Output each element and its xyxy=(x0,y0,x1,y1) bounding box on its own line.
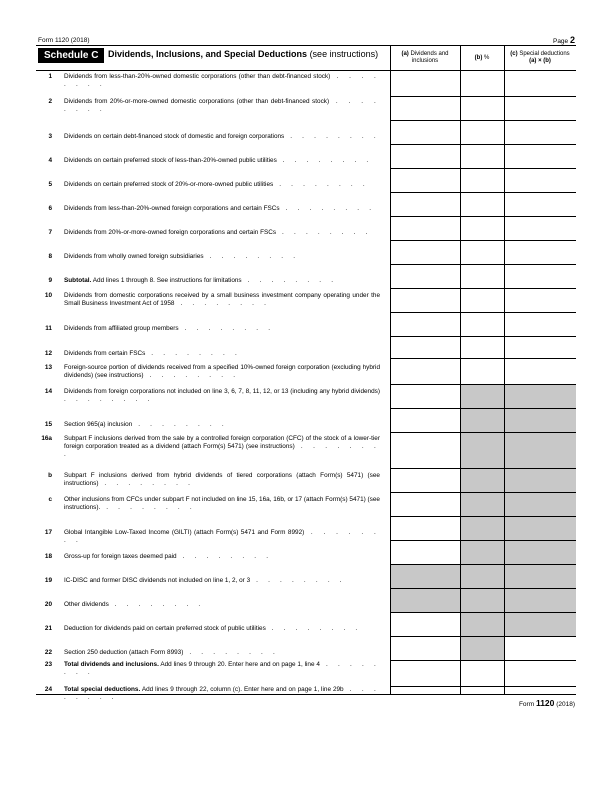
shaded-cell-c xyxy=(505,541,576,564)
schedule-line xyxy=(36,529,390,549)
schedule-line xyxy=(36,577,390,597)
line-number: 7 xyxy=(48,229,52,236)
line-number: c xyxy=(48,496,52,503)
line-number: 10 xyxy=(44,292,52,299)
row-rule xyxy=(390,264,576,265)
schedule-line xyxy=(36,553,390,573)
line-text: Dividends on certain preferred stock of less-than-20%-owned public utilities xyxy=(64,157,277,164)
line-number: 15 xyxy=(44,421,52,428)
line-text: Section 965(a) inclusion xyxy=(64,421,133,428)
bottom-rule xyxy=(36,694,576,695)
column-c-label: Special deductions xyxy=(519,51,570,57)
schedule-title xyxy=(108,49,386,60)
line-text: Dividends from less-than-20%-owned domestic corporations (other than debt-financed stock) xyxy=(64,73,331,80)
row-rule xyxy=(390,588,576,589)
leader-dots: . . . . . . . . xyxy=(132,421,228,428)
footer-form-number: 1120 xyxy=(535,698,555,708)
row-rule xyxy=(390,564,576,565)
schedule-line xyxy=(36,686,390,706)
line-number: 13 xyxy=(44,364,52,371)
leader-dots: . . . . . . . . xyxy=(64,529,380,545)
line-text: Add lines 9 through 22, column (c). Enter here and on page 1, line 29b xyxy=(141,686,344,693)
schedule-line xyxy=(36,496,390,516)
schedule-line xyxy=(36,364,390,384)
line-text: Add lines 1 through 8. See instructions for limitations xyxy=(92,277,242,284)
leader-dots: . . . . . . . . xyxy=(265,625,362,632)
leader-dots: . . . . . . . . xyxy=(98,480,195,488)
leader-dots: . . . . . . . . xyxy=(64,73,380,89)
line-text: Subpart F inclusions derived from hybrid dividends of tiered corporations (attach Form(s) 5471) (see instructions) xyxy=(64,472,380,488)
page-indicator xyxy=(553,35,575,45)
line-text: Foreign-source portion of dividends received from a specified 10%-owned foreign corporation (excluding hybrid dividends) (see instructions) xyxy=(64,364,380,380)
leader-dots: . . . . . . . . xyxy=(64,98,380,114)
column-b-left-rule xyxy=(460,46,461,694)
line-text: Dividends from domestic corporations received by a small business investment company operating under the Small Business Investment Act of 1958 xyxy=(64,292,380,308)
line-description xyxy=(64,157,380,165)
shaded-cell-b xyxy=(461,385,504,408)
line-text: Add lines 9 through 20. Enter here and on page 1, line 4 xyxy=(160,661,320,668)
schedule-line xyxy=(36,661,390,681)
row-rule xyxy=(390,432,576,433)
shaded-cell-c xyxy=(505,409,576,432)
column-c-formula: (a) × (b) xyxy=(529,58,551,64)
page-number: 2 xyxy=(569,35,575,45)
line-number: 17 xyxy=(44,529,52,536)
shaded-cell-b xyxy=(461,613,504,636)
line-text: Dividends from foreign corporations not included on line 3, 6, 7, 8, 11, 12, or 13 (including any hybrid dividends) xyxy=(64,388,380,395)
line-text: Dividends from affiliated group members xyxy=(64,325,179,332)
shaded-cell-b xyxy=(461,589,504,612)
shaded-cell-a xyxy=(391,565,460,588)
row-rule xyxy=(390,168,576,169)
line-text: IC-DISC and former DISC dividends not included on line 1, 2, or 3 xyxy=(64,577,251,584)
footer-form-word: Form xyxy=(518,701,535,708)
row-rule xyxy=(390,336,576,337)
line-description xyxy=(64,277,380,285)
line-text: Dividends from 20%-or-more-owned foreign corporations and certain FSCs xyxy=(64,229,277,236)
leader-dots: . . . . . . . . xyxy=(279,205,376,212)
leader-dots: . . . . . . . . xyxy=(108,601,205,608)
line-number: 23 xyxy=(44,661,52,668)
line-text: Dividends from wholly owned foreign subsidiaries xyxy=(64,253,204,260)
schedule-line xyxy=(36,388,390,408)
schedule-line xyxy=(36,435,390,459)
line-number: 8 xyxy=(48,253,52,260)
line-number: 11 xyxy=(45,325,52,332)
leader-dots: . . . . . . . . xyxy=(64,443,380,459)
schedule-heading xyxy=(36,46,390,70)
row-rule xyxy=(390,288,576,289)
leader-dots: . . . . . . . . xyxy=(64,396,154,404)
row-rule xyxy=(390,660,576,661)
leader-dots: . . . . . . . . xyxy=(176,553,273,560)
leader-dots: . . . . . . . . xyxy=(174,300,271,308)
shaded-cell-c xyxy=(505,385,576,408)
line-description xyxy=(64,577,380,585)
line-description xyxy=(64,350,380,358)
leader-dots: . . . . . . . . xyxy=(183,649,279,656)
line-number: b xyxy=(48,472,52,479)
schedule-line xyxy=(36,229,390,249)
line-description xyxy=(64,205,380,213)
row-rule xyxy=(390,540,576,541)
shaded-cell-b xyxy=(461,433,504,468)
shaded-cell-c xyxy=(505,493,576,516)
row-rule xyxy=(390,516,576,517)
row-rule xyxy=(390,492,576,493)
leader-dots: . . . . . . . . xyxy=(241,277,338,284)
line-text: Gross-up for foreign taxes deemed paid xyxy=(64,553,177,560)
line-description xyxy=(64,649,380,657)
column-a-prefix: (a) xyxy=(401,51,409,57)
column-a-header xyxy=(390,46,460,70)
line-description xyxy=(64,435,380,460)
line-description xyxy=(64,529,380,545)
shaded-cell-b xyxy=(461,565,504,588)
schedule-line xyxy=(36,292,390,312)
row-rule xyxy=(390,240,576,241)
line-number: 24 xyxy=(44,686,52,693)
line-number: 9 xyxy=(48,277,52,284)
line-description xyxy=(64,472,380,488)
line-bold-lead: Total special deductions. xyxy=(64,686,141,693)
leader-dots: . . . . . . . . xyxy=(276,157,373,164)
line-description xyxy=(64,496,380,512)
column-a-left-rule xyxy=(390,46,391,694)
line-number: 12 xyxy=(44,350,52,357)
shaded-cell-b xyxy=(461,541,504,564)
line-number: 1 xyxy=(48,73,52,80)
row-rule xyxy=(390,192,576,193)
row-rule xyxy=(390,408,576,409)
shaded-cell-b xyxy=(461,517,504,540)
line-description xyxy=(64,421,380,429)
line-number: 19 xyxy=(44,577,52,584)
schedule-badge: Schedule C xyxy=(38,48,104,63)
row-rule xyxy=(390,612,576,613)
shaded-cell-b xyxy=(461,637,504,660)
shaded-cell-c xyxy=(505,517,576,540)
schedule-line xyxy=(36,325,390,345)
line-text: Other inclusions from CFCs under subpart F not included on line 15, 16a, 16b, or 17 (attach Form(s) 5471) (see instructions). xyxy=(64,496,380,512)
line-text: Dividends on certain debt-financed stock of domestic and foreign corporations xyxy=(64,133,285,140)
schedule-line xyxy=(36,601,390,621)
line-number: 2 xyxy=(48,98,52,105)
leader-dots: . . . . . . . . xyxy=(100,504,196,512)
shaded-cell-b xyxy=(461,469,504,492)
schedule-line xyxy=(36,98,390,118)
leader-dots: . . . . . . . . xyxy=(273,181,369,188)
schedule-title-main: Dividends, Inclusions, and Special Deductions xyxy=(108,49,308,59)
schedule-line xyxy=(36,73,390,93)
leader-dots: . . . . . . . . xyxy=(178,325,275,332)
row-rule xyxy=(390,216,576,217)
shaded-cell-c xyxy=(505,613,576,636)
shaded-cell-b xyxy=(461,409,504,432)
line-number: 6 xyxy=(48,205,52,212)
line-number: 3 xyxy=(48,133,52,140)
line-text: Dividends from less-than-20%-owned foreign corporations and certain FSCs xyxy=(64,205,280,212)
leader-dots: . . . . . . . . xyxy=(143,372,240,380)
line-number: 21 xyxy=(44,625,52,632)
leader-dots: . . . . . . . . xyxy=(284,133,380,140)
column-c-header xyxy=(504,46,576,70)
line-number: 20 xyxy=(44,601,52,608)
schedule-line xyxy=(36,205,390,225)
line-text: Global Intangible Low-Taxed Income (GILTI) (attach Form(s) 5471 and Form 8992) xyxy=(64,529,305,536)
row-rule xyxy=(390,120,576,121)
row-rule xyxy=(390,144,576,145)
row-rule xyxy=(36,70,576,71)
schedule-title-suffix: (see instructions) xyxy=(309,49,379,59)
schedule-line xyxy=(36,157,390,177)
shaded-cell-c xyxy=(505,469,576,492)
schedule-line xyxy=(36,133,390,153)
schedule-line xyxy=(36,625,390,645)
row-rule xyxy=(390,312,576,313)
row-rule xyxy=(390,636,576,637)
schedule-line xyxy=(36,253,390,273)
row-rule xyxy=(390,358,576,359)
page-word: Page xyxy=(552,38,569,45)
line-number: 22 xyxy=(44,649,52,656)
leader-dots: . . . . . . . . xyxy=(276,229,372,236)
shaded-cell-a xyxy=(391,589,460,612)
column-a-label: Dividends and inclusions xyxy=(410,51,449,64)
line-description xyxy=(64,229,380,237)
leader-dots: . . . . . . . . xyxy=(145,350,241,357)
line-description xyxy=(64,181,380,189)
shaded-cell-c xyxy=(505,433,576,468)
row-rule xyxy=(390,96,576,97)
schedule-line xyxy=(36,181,390,201)
shaded-cell-c xyxy=(505,565,576,588)
line-description xyxy=(64,292,380,308)
line-number: 5 xyxy=(48,181,52,188)
leader-dots: . . . . . . . . xyxy=(250,577,346,584)
row-rule xyxy=(390,468,576,469)
line-text: Section 250 deduction (attach Form 8993) xyxy=(64,649,184,656)
line-bold-lead: Subtotal. xyxy=(64,277,92,284)
line-description xyxy=(64,73,380,89)
line-text: Dividends from certain FSCs xyxy=(64,350,146,357)
line-bold-lead: Total dividends and inclusions. xyxy=(64,661,159,668)
shaded-cell-c xyxy=(505,589,576,612)
line-description xyxy=(64,661,380,677)
leader-dots: . . . . . . . . xyxy=(203,253,300,260)
line-description xyxy=(64,625,380,633)
row-rule xyxy=(390,384,576,385)
form-footer xyxy=(519,698,575,708)
line-text: Deduction for dividends paid on certain preferred stock of public utilities xyxy=(64,625,266,632)
line-number: 4 xyxy=(48,157,52,164)
footer-year: (2018) xyxy=(556,701,575,708)
form-label: Form 1120 (2018) xyxy=(38,37,90,44)
leader-dots: . . . . . . . . xyxy=(64,661,380,677)
schedule-line xyxy=(36,472,390,492)
column-b-label: % xyxy=(484,55,490,61)
row-rule xyxy=(390,686,576,687)
shaded-cell-b xyxy=(461,493,504,516)
line-description xyxy=(64,364,380,380)
column-b-header xyxy=(460,46,504,70)
line-description xyxy=(64,388,380,404)
column-c-left-rule xyxy=(504,46,505,694)
leader-dots: . . . . . . . . xyxy=(64,686,381,702)
line-number: 16a xyxy=(41,435,52,442)
line-description xyxy=(64,325,380,333)
line-description xyxy=(64,253,380,261)
column-b-prefix: (b) xyxy=(474,55,483,61)
column-c-prefix: (c) xyxy=(510,51,518,57)
line-text: Dividends on certain preferred stock of 20%-or-more-owned public utilities xyxy=(64,181,274,188)
line-number: 14 xyxy=(44,388,52,395)
line-text: Other dividends xyxy=(64,601,109,608)
line-text: Subpart F inclusions derived from the sale by a controlled foreign corporation (CFC) of the stock of a lower-tier foreign corporation treated as a dividend (attach Form(s) 5471) (see instructions) xyxy=(64,435,380,451)
line-description xyxy=(64,133,380,141)
line-description xyxy=(64,601,380,609)
line-text: Dividends from 20%-or-more-owned domestic corporations (other than debt-financed stock) xyxy=(64,98,330,105)
line-number: 18 xyxy=(44,553,52,560)
line-description xyxy=(64,553,380,561)
line-description xyxy=(64,98,380,114)
